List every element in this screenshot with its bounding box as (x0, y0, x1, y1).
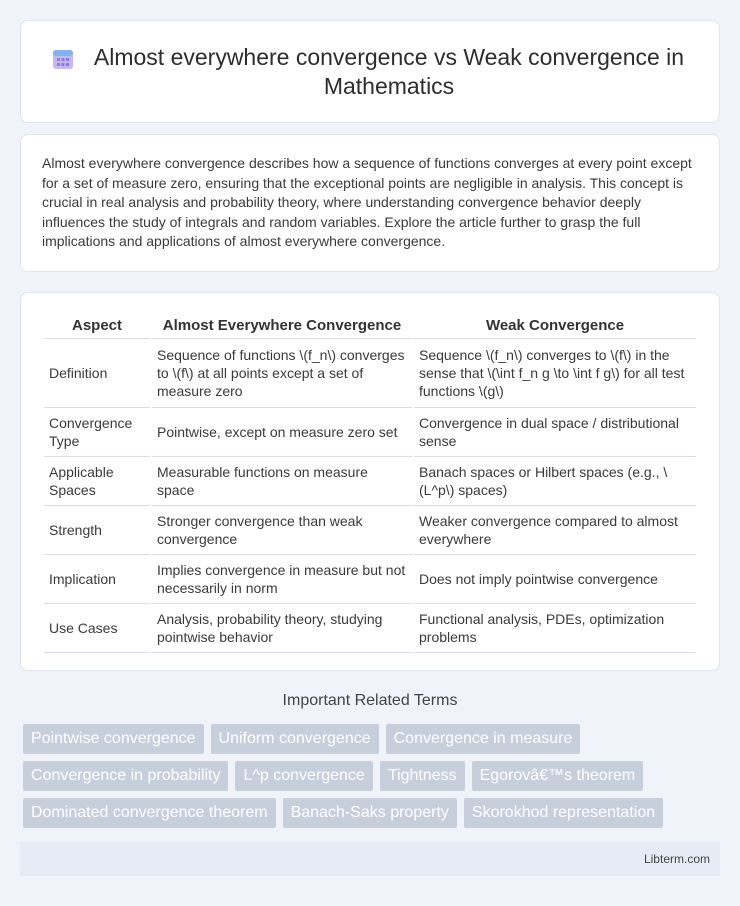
table-cell: Convergence Type (44, 408, 150, 457)
table-cell: Weaker convergence compared to almost everywhere (414, 506, 696, 555)
related-term-chip[interactable]: Skorokhod representation (464, 798, 663, 828)
chip-row (23, 724, 723, 754)
footer-brand-link[interactable]: Libterm.com (643, 852, 710, 866)
table-cell: Sequence of functions \(f_n\) converges to \(f\) at all points except a set of measure zero (152, 339, 412, 408)
table-cell: Does not imply pointwise convergence (414, 555, 696, 604)
table-header-row (44, 313, 696, 339)
table-cell: Measurable functions on measure space (152, 457, 412, 506)
table-cell: Applicable Spaces (44, 457, 150, 506)
chip-row (23, 761, 723, 791)
table-row (44, 408, 696, 457)
related-terms-title: Important Related Terms (282, 692, 458, 709)
table-row (44, 555, 696, 604)
related-term-chip[interactable]: Convergence in measure (386, 724, 581, 754)
table-cell: Use Cases (44, 604, 150, 653)
table-cell: Sequence \(f_n\) converges to \(f\) in the sense that \(\int f_n g \to \int f g\) for all test functions \(g\) (414, 339, 696, 408)
related-term-chip[interactable]: Dominated convergence theorem (23, 798, 276, 828)
table-cell: Implication (44, 555, 150, 604)
calendar-grid-icon (51, 47, 75, 71)
related-term-chip[interactable]: Banach-Saks property (283, 798, 457, 828)
chip-row (23, 798, 723, 828)
table-row (44, 457, 696, 506)
intro-card (20, 134, 720, 272)
related-term-chip[interactable]: L^p convergence (235, 761, 372, 791)
header-ae-convergence: Almost Everywhere Convergence (152, 313, 412, 339)
comparison-card (20, 292, 720, 671)
header-aspect: Aspect (44, 313, 150, 339)
table-row (44, 506, 696, 555)
footer (20, 842, 720, 876)
table-cell: Implies convergence in measure but not necessarily in norm (152, 555, 412, 604)
table-cell: Definition (44, 339, 150, 408)
related-term-chip[interactable]: Egorovâ€™s theorem (472, 761, 644, 791)
table-row (44, 604, 696, 653)
comparison-table (42, 313, 698, 653)
page-title: Almost everywhere convergence vs Weak convergence in Mathematics (93, 43, 685, 99)
table-cell: Strength (44, 506, 150, 555)
table-cell: Analysis, probability theory, studying pointwise behavior (152, 604, 412, 653)
table-row (44, 339, 696, 408)
header-weak-convergence: Weak Convergence (414, 313, 696, 339)
related-term-chip[interactable]: Tightness (380, 761, 465, 791)
table-cell: Functional analysis, PDEs, optimization problems (414, 604, 696, 653)
intro-text: Almost everywhere convergence describes how a sequence of functions converges at every point except for a set of measure zero, ensuring that the exceptional points are negligible in analysis. This concept is crucial in real analysis and probability theory, where understanding convergence behavior deeply influences the study of integrals and random variables. Explore the article further to grasp the full implications and applications of almost everywhere convergence. (42, 155, 692, 250)
table-cell: Banach spaces or Hilbert spaces (e.g., \(L^p\) spaces) (414, 457, 696, 506)
related-term-chip[interactable]: Pointwise convergence (23, 724, 204, 754)
header-card (20, 20, 720, 123)
related-term-chip[interactable]: Convergence in probability (23, 761, 228, 791)
table-cell: Convergence in dual space / distributional sense (414, 408, 696, 457)
table-cell: Pointwise, except on measure zero set (152, 408, 412, 457)
related-terms (23, 724, 723, 835)
table-cell: Stronger convergence than weak convergence (152, 506, 412, 555)
related-term-chip[interactable]: Uniform convergence (211, 724, 379, 754)
